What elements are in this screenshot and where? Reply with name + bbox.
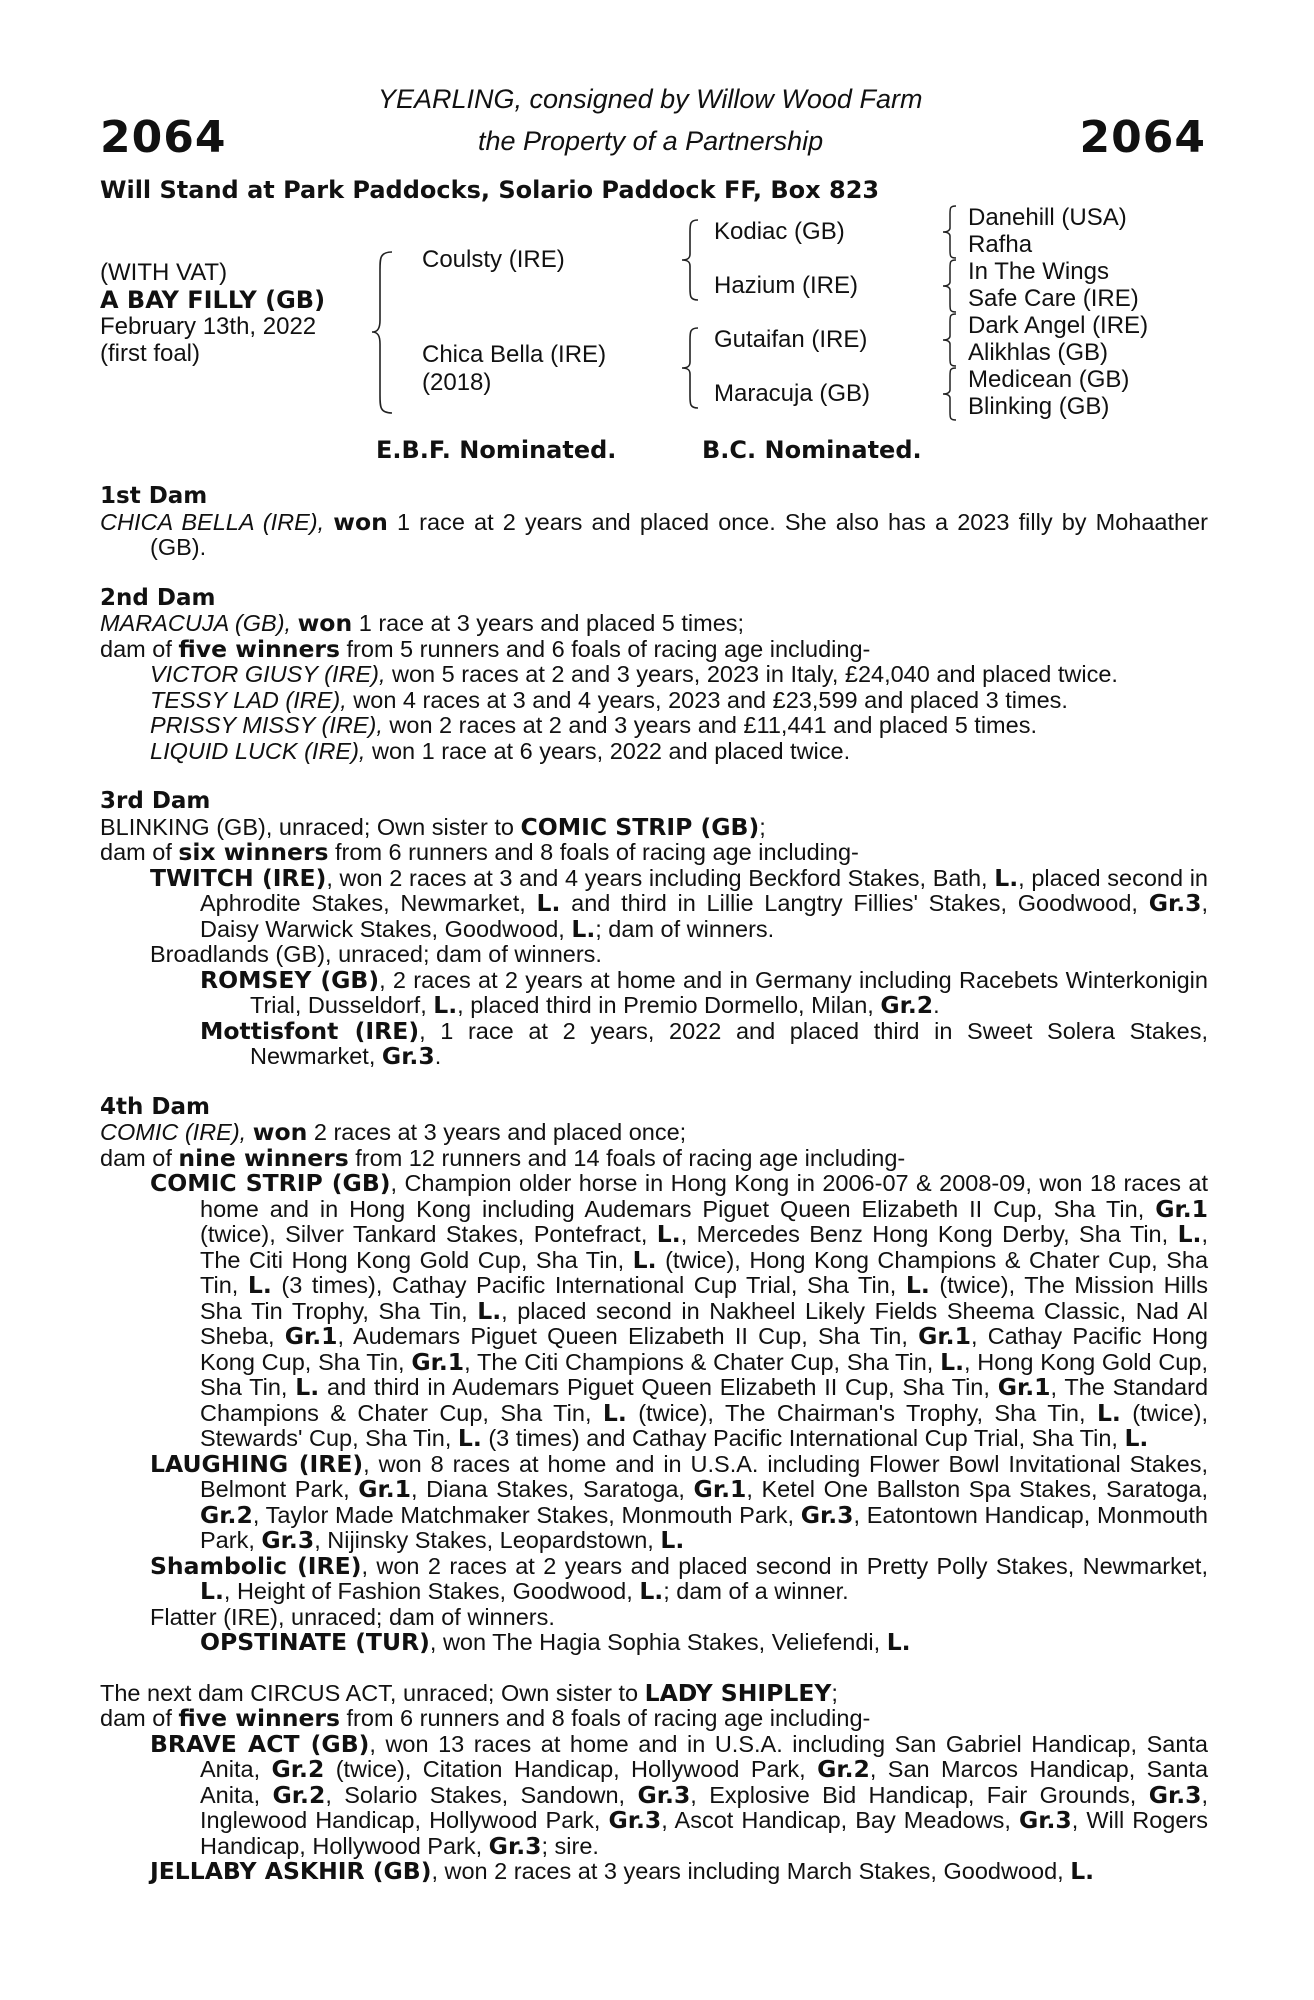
sire-sire-name: Kodiac (GB) — [714, 218, 845, 245]
first-dam-entry: CHICA BELLA (IRE), won 1 race at 2 years and placed once. She also has a 2023 filly by Mohaather (GB). — [100, 507, 1208, 560]
consignor-line: YEARLING, consigned by Willow Wood Farm — [378, 84, 923, 114]
pedigree-brace-main — [370, 250, 400, 415]
foal-note: (first foal) — [100, 340, 201, 367]
fourth-dam-produce: dam of nine winners from 12 runners and 14 foals of racing age including- — [100, 1143, 906, 1172]
third-dam-heading: 3rd Dam — [100, 788, 211, 814]
produce-tessy-lad: TESSY LAD (IRE), won 4 races at 3 and 4 years, 2023 and £23,599 and placed 3 times. — [150, 686, 1068, 713]
lot-number-right: 2064 — [1079, 112, 1206, 163]
produce-prissy-missy: PRISSY MISSY (IRE), won 2 races at 2 and 3 years and £11,441 and placed 5 times. — [150, 712, 1037, 738]
first-dam-heading: 1st Dam — [100, 483, 208, 509]
ebf-nominated: E.B.F. Nominated. — [376, 436, 617, 464]
g3-safe-care: Safe Care (IRE) — [968, 285, 1139, 312]
g3-dark-angel: Dark Angel (IRE) — [968, 312, 1149, 339]
g3-rafha: Rafha — [968, 231, 1033, 258]
produce-flatter: Flatter (IRE), unraced; dam of winners. — [150, 1603, 555, 1630]
property-line: the Property of a Partnership — [478, 126, 824, 156]
produce-victor-giusy: VICTOR GIUSY (IRE), won 5 races at 2 and 3 years, 2023 in Italy, £24,040 and placed twice. — [150, 661, 1118, 687]
pedigree-brace-g1 — [940, 204, 960, 260]
g3-blinking: Blinking (GB) — [968, 393, 1110, 420]
produce-comic-strip: COMIC STRIP (GB), Champion older horse in Hong Kong in 2006-07 & 2008-09, won 18 races at home and in Hong Kong including Audemars Piguet Queen Elizabeth II Cup, Sha Tin, Gr.1 (twice), Silver Tankard Stakes, Pontefract, L., Mercedes Benz Hong Kong Derby, Sha Tin, L., The Citi Hong Kong Gold Cup, Sha Tin, L. (twice), Hong Kong Champions & Chater Cup, Sha Tin, L. (3 times), Cathay Pacific International Cup Trial, Sha Tin, L. (twice), The Mission Hills Sha Tin Trophy, Sha Tin, L., placed second in Nakheel Likely Fields Sheema Classic, Nad Al Sheba, Gr.1, Audemars Piguet Queen Elizabeth II Cup, Sha Tin, Gr.1, Cathay Pacific Hong Kong Cup, Sha Tin, Gr.1, The Citi Champions & Chater Cup, Sha Tin, L., Hong Kong Gold Cup, Sha Tin, L. and third in Audemars Piguet Queen Elizabeth II Cup, Sha Tin, Gr.1, The Standard Champions & Chater Cup, Sha Tin, L. (twice), The Chairman's Trophy, Sha Tin, L. (twice), Stewards' Cup, Sha Tin, L. (3 times) and Cathay Pacific International Cup Trial, Sha Tin, L. — [150, 1169, 1209, 1452]
vat-note: (WITH VAT) — [100, 259, 228, 286]
produce-shambolic: Shambolic (IRE), won 2 races at 2 years and placed second in Pretty Polly Stakes, Newmarket, L., Height of Fashion Stakes, Goodwood, L.; dam of a winner. — [150, 1551, 1208, 1605]
pedigree-brace-g4 — [940, 366, 960, 422]
produce-romsey: ROMSEY (GB), 2 races at 2 years at home and in Germany including Racebets Winterkonigin Trial, Dusseldorf, L., placed third in Premio Dormello, Milan, Gr.2. — [200, 965, 1208, 1019]
g3-danehill: Danehill (USA) — [968, 204, 1127, 231]
bc-nominated: B.C. Nominated. — [702, 436, 922, 464]
produce-opstinate: OPSTINATE (TUR), won The Hagia Sophia Stakes, Veliefendi, L. — [200, 1628, 911, 1656]
dam-dam-name: Maracuja (GB) — [714, 380, 871, 407]
horse-name: A BAY FILLY (GB) — [100, 286, 326, 314]
pedigree-brace-g3 — [940, 312, 960, 368]
produce-mottisfont: Mottisfont (IRE), 1 race at 2 years, 2022 and placed third in Sweet Solera Stakes, Newmarket, Gr.3. — [200, 1016, 1208, 1070]
second-dam-entry: MARACUJA (GB), won 1 race at 3 years and placed 5 times; — [100, 609, 745, 637]
dam-sire-name: Gutaifan (IRE) — [714, 326, 868, 353]
pedigree-body — [100, 484, 1208, 1885]
g3-alikhlas: Alikhlas (GB) — [968, 339, 1109, 366]
lot-number-left: 2064 — [100, 112, 227, 163]
third-dam-produce: dam of six winners from 6 runners and 8 foals of racing age including- — [100, 838, 859, 866]
produce-broadlands: Broadlands (GB), unraced; dam of winners. — [150, 941, 602, 967]
sire-name: Coulsty (IRE) — [422, 246, 565, 273]
sire-dam-name: Hazium (IRE) — [714, 272, 859, 299]
pedigree-brace-g2 — [940, 258, 960, 314]
produce-liquid-luck: LIQUID LUCK (IRE), won 1 race at 6 years, 2022 and placed twice. — [150, 737, 851, 764]
fourth-dam-entry: COMIC (IRE), won 2 races at 3 years and placed once; — [100, 1118, 687, 1146]
g3-medicean: Medicean (GB) — [968, 366, 1130, 393]
dam-name: Chica Bella (IRE) — [422, 341, 607, 368]
pedigree-brace-dam — [680, 326, 704, 410]
third-dam-entry: BLINKING (GB), unraced; Own sister to COMIC STRIP (GB); — [100, 812, 766, 841]
next-dam-entry: The next dam CIRCUS ACT, unraced; Own sister to LADY SHIPLEY; — [100, 1678, 838, 1707]
fourth-dam-heading: 4th Dam — [100, 1093, 210, 1120]
produce-laughing: LAUGHING (IRE), won 8 races at home and in U.S.A. including Flower Bowl Invitational Stakes, Belmont Park, Gr.1, Diana Stakes, Saratoga, Gr.1, Ketel One Ballston Spa Stakes, Saratoga, Gr.2, Taylor Made Matchmaker Stakes, Monmouth Park, Gr.3, Eatontown Handicap, Monmouth Park, Gr.3, Nijinsky Stakes, Leopardstown, L. — [150, 1449, 1209, 1554]
second-dam-heading: 2nd Dam — [100, 584, 216, 611]
stand-location: Will Stand at Park Paddocks, Solario Paddock FF, Box 823 — [100, 176, 880, 204]
produce-brave-act: BRAVE ACT (GB), won 13 races at home and in U.S.A. including San Gabriel Handicap, Santa Anita, Gr.2 (twice), Citation Handicap, Hollywood Park, Gr.2, San Marcos Handicap, Santa Anita, Gr.2, Solario Stakes, Sandown, Gr.3, Explosive Bid Handicap, Fair Grounds, Gr.3, Inglewood Handicap, Hollywood Park, Gr.3, Ascot Handicap, Bay Meadows, Gr.3, Will Rogers Handicap, Hollywood Park, Gr.3; sire. — [150, 1729, 1209, 1860]
produce-twitch: TWITCH (IRE), won 2 races at 3 and 4 years including Beckford Stakes, Bath, L., placed second in Aphrodite Stakes, Newmarket, L. and third in Lillie Langtry Fillies' Stakes, Goodwood, Gr.3, Daisy Warwick Stakes, Goodwood, L.; dam of winners. — [150, 863, 1209, 943]
produce-jellaby-askhir: JELLABY ASKHIR (GB), won 2 races at 3 years including March Stakes, Goodwood, L. — [150, 1857, 1095, 1885]
g3-in-the-wings: In The Wings — [968, 258, 1109, 285]
pedigree-brace-sire — [680, 218, 704, 302]
second-dam-produce: dam of five winners from 5 runners and 6 foals of racing age including- — [100, 634, 871, 663]
horse-dob: February 13th, 2022 — [100, 313, 317, 340]
next-dam-produce: dam of five winners from 6 runners and 8 foals of racing age including- — [100, 1704, 871, 1732]
dam-year: (2018) — [422, 369, 492, 396]
